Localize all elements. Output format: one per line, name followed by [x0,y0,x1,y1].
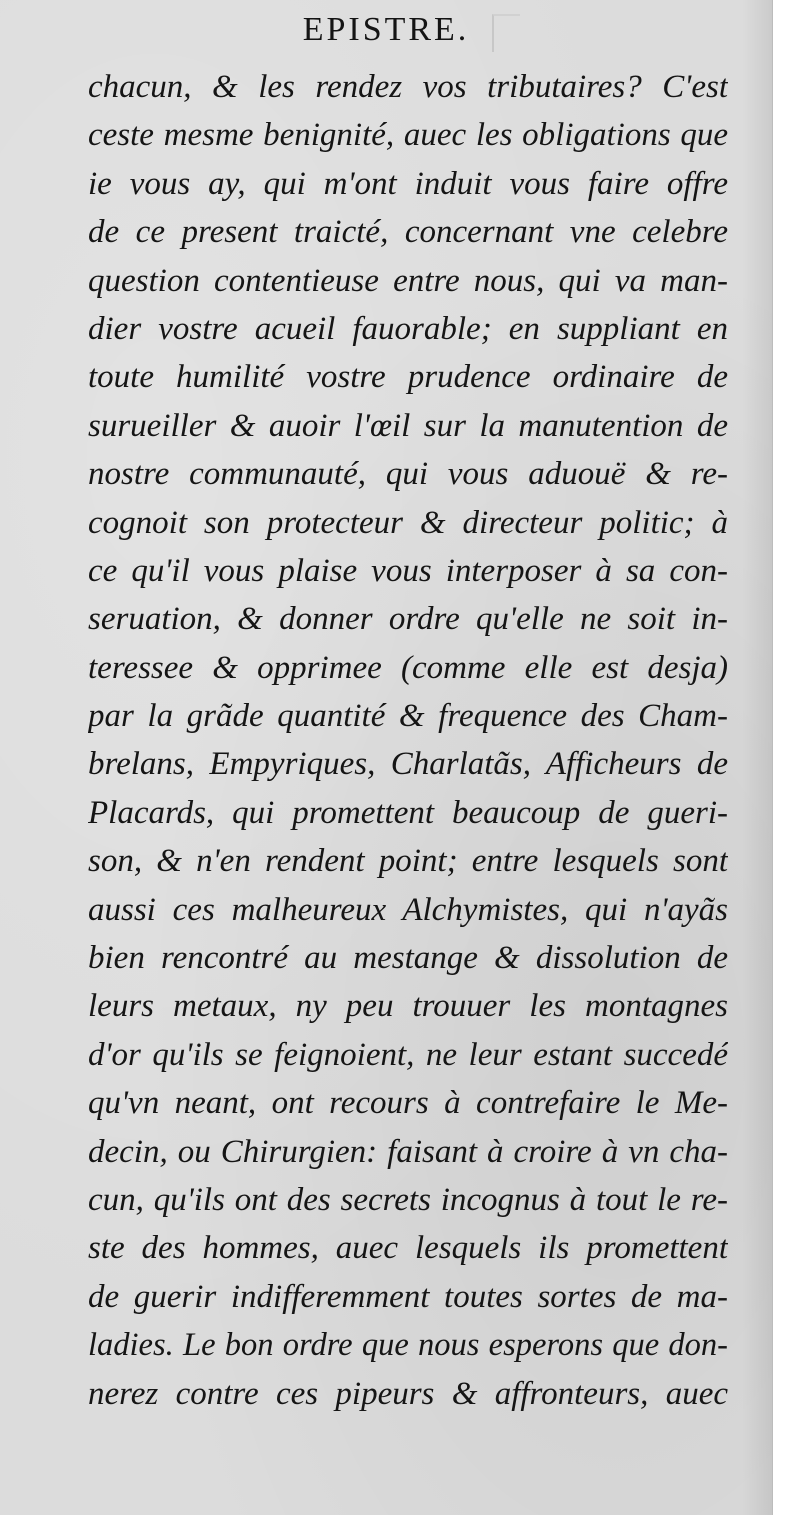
page-edge-shadow [742,0,772,1515]
text-line: ce qu'il vous plaise vous interposer à sa con- [88,552,728,589]
text-line: ie vous ay, qui m'ont induit vous faire offre [88,165,728,202]
text-line: ladies. Le bon ordre que nous esperons que don- [88,1327,728,1364]
text-line: nerez contre ces pipeurs & affronteurs, auec [88,1375,728,1412]
body-text [88,63,728,1418]
text-line: d'or qu'ils se feignoient, ne leur estant succedé [88,1036,728,1073]
text-line: aussi ces malheureux Alchymistes, qui n'ayãs [88,891,728,928]
text-line: chacun, & les rendez vos tributaires? C'est [88,69,728,105]
text-line: seruation, & donner ordre qu'elle ne soit in- [88,601,728,638]
text-line: de ce present traicté, concernant vne celebre [88,214,728,251]
text-line: toute humilité vostre prudence ordinaire de [88,359,728,396]
running-head: EPISTRE. [302,11,470,48]
text-line: leurs metaux, ny peu trouuer les montagnes [88,988,728,1025]
text-line: de guerir indifferemment toutes sortes de ma- [88,1278,728,1315]
text-line: question contentieuse entre nous, qui va man- [88,262,728,299]
text-line: son, & n'en rendent point; entre lesquels sont [88,843,728,880]
text-line: bien rencontré au mestange & dissolution de [88,940,728,977]
text-line: teressee & opprimee (comme elle est desja) [88,649,728,686]
text-line: surueiller & auoir l'œil sur la manutention de [88,407,728,444]
text-line: qu'vn neant, ont recours à contrefaire le Me- [88,1085,728,1122]
text-line: Placards, qui promettent beaucoup de gueri- [88,794,728,831]
text-line: nostre communauté, qui vous aduouë & re- [88,456,728,493]
text-line: par la grãde quantité & frequence des Cham- [88,698,728,735]
text-line: dier vostre acueil fauorable; en suppliant en [88,310,728,347]
text-line: decin, ou Chirurgien: faisant à croire à vn cha- [88,1133,728,1170]
text-line: ceste mesme benignité, auec les obligations que [88,117,728,154]
text-line: cun, qu'ils ont des secrets incognus à tout le re- [88,1181,728,1218]
text-line: ste des hommes, auec lesquels ils promettent [88,1230,728,1267]
text-line: cognoit son protecteur & directeur politic; à [88,504,728,541]
text-line: brelans, Empyriques, Charlatãs, Afficheurs de [88,746,728,783]
